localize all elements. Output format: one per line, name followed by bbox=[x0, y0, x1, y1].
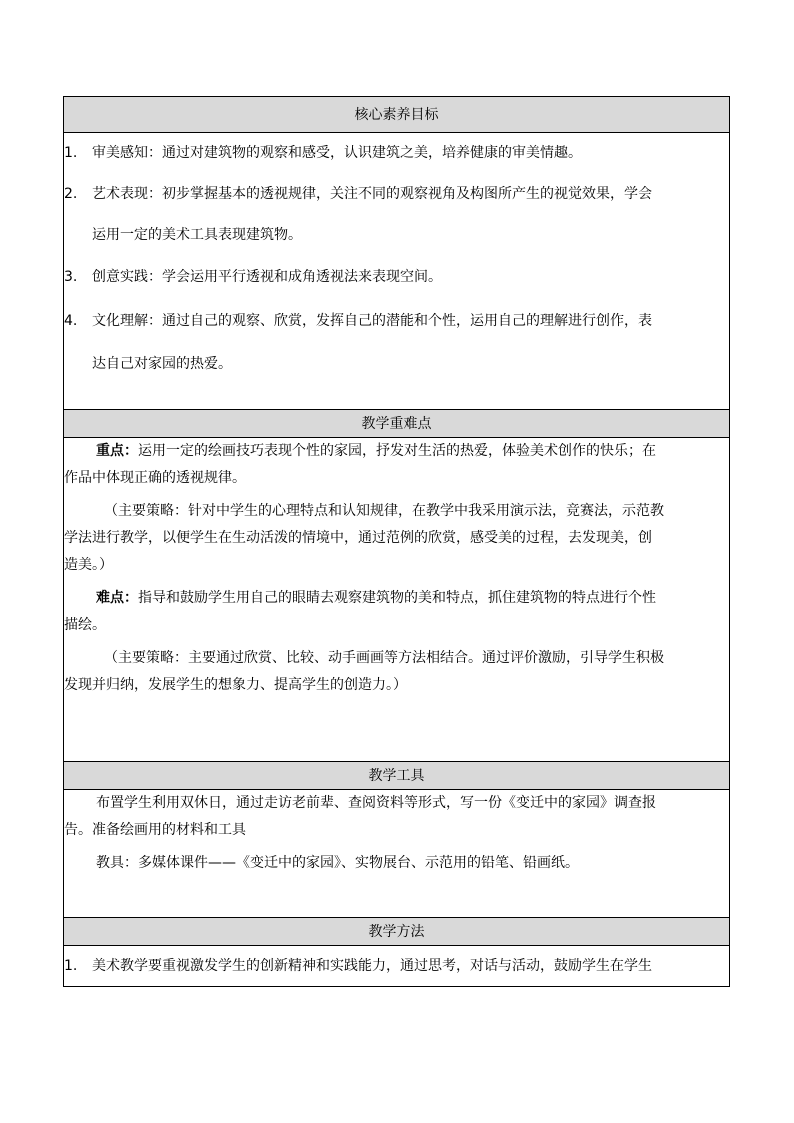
difficult-point-text-continued: 描绘。 bbox=[64, 617, 106, 633]
goal-item-1 bbox=[64, 133, 729, 173]
strategy-text-continued: 学法进行教学，以便学生在生动活泼的情境中，通过范例的欣赏，感受美的过程，去发现美，创 bbox=[64, 530, 652, 546]
goal-item-text: 审美感知：通过对建筑物的观察和感受，认识建筑之美，培养健康的审美情趣。 bbox=[92, 145, 582, 161]
goal-item-3 bbox=[64, 255, 729, 299]
strategy-text: （主要策略：主要通过欣赏、比较、动手画画等方法相结合。通过评价激励，引导学生积极 bbox=[104, 650, 664, 666]
section-key-difficult-points bbox=[64, 438, 729, 762]
goal-item-number: 3. bbox=[64, 269, 78, 285]
strategy-text: （主要策略：针对中学生的心理特点和认知规律，在教学中我采用演示法，竞赛法，示范教 bbox=[104, 503, 664, 519]
difficult-point-label: 难点： bbox=[96, 590, 138, 606]
section-header-teaching-methods: 教学方法 bbox=[64, 918, 729, 946]
method-item-1 bbox=[64, 946, 729, 986]
strategy-text-continued: 造美。） bbox=[64, 557, 113, 573]
difficult-point-text: 指导和鼓励学生用自己的眼睛去观察建筑物的美和特点，抓住建筑物的特点进行个性 bbox=[138, 590, 656, 606]
goal-item-text: 文化理解：通过自己的观察、欣赏，发挥自己的潜能和个性，运用自己的理解进行创作，表 bbox=[92, 313, 652, 329]
key-point-strategy-paragraph bbox=[64, 498, 729, 579]
strategy-text-continued: 发现并归纳，发展学生的想象力、提高学生的创造力。） bbox=[64, 677, 407, 693]
key-point-text-continued: 作品中体现正确的透视规律。 bbox=[64, 470, 246, 486]
section-teaching-tools bbox=[64, 790, 729, 918]
section-header-core-goals: 核心素养目标 bbox=[64, 97, 729, 133]
key-point-label: 重点： bbox=[96, 443, 138, 459]
goal-item-text-continued: 达自己对家园的热爱。 bbox=[92, 356, 232, 372]
goal-item-number: 2. bbox=[64, 186, 78, 202]
section-header-teaching-tools: 教学工具 bbox=[64, 762, 729, 790]
goal-item-4 bbox=[64, 299, 729, 385]
difficult-point-paragraph bbox=[64, 585, 729, 639]
goal-item-number: 1. bbox=[64, 145, 78, 161]
tools-text: 布置学生利用双休日，通过走访老前辈、查阅资料等形式，写一份《变迁中的家园》调查报 bbox=[96, 795, 656, 811]
goal-item-2 bbox=[64, 173, 729, 255]
section-core-goals bbox=[64, 133, 729, 410]
method-item-number: 1. bbox=[64, 958, 78, 974]
section-teaching-methods bbox=[64, 946, 729, 986]
tools-text-continued: 告。准备绘画用的材料和工具 bbox=[64, 822, 246, 838]
section-header-key-difficult-points: 教学重难点 bbox=[64, 410, 729, 438]
goal-item-text-continued: 运用一定的美术工具表现建筑物。 bbox=[92, 227, 302, 243]
key-point-paragraph bbox=[64, 438, 729, 492]
goal-item-text: 创意实践：学会运用平行透视和成角透视法来表现空间。 bbox=[92, 269, 442, 285]
key-point-text: 运用一定的绘画技巧表现个性的家园，抒发对生活的热爱，体验美术创作的快乐；在 bbox=[138, 443, 656, 459]
goal-item-text: 艺术表现：初步掌握基本的透视规律，关注不同的观察视角及构图所产生的视觉效果，学会 bbox=[92, 186, 652, 202]
tools-paragraph bbox=[64, 790, 729, 844]
difficult-point-strategy-paragraph bbox=[64, 645, 729, 699]
goal-item-number: 4. bbox=[64, 313, 78, 329]
teaching-aids-text: 教具：多媒体课件——《变迁中的家园》、实物展台、示范用的铅笔、铅画纸。 bbox=[96, 855, 579, 871]
method-item-text: 美术教学要重视激发学生的创新精神和实践能力，通过思考，对话与活动，鼓励学生在学生 bbox=[92, 958, 652, 974]
document-table bbox=[63, 96, 730, 987]
